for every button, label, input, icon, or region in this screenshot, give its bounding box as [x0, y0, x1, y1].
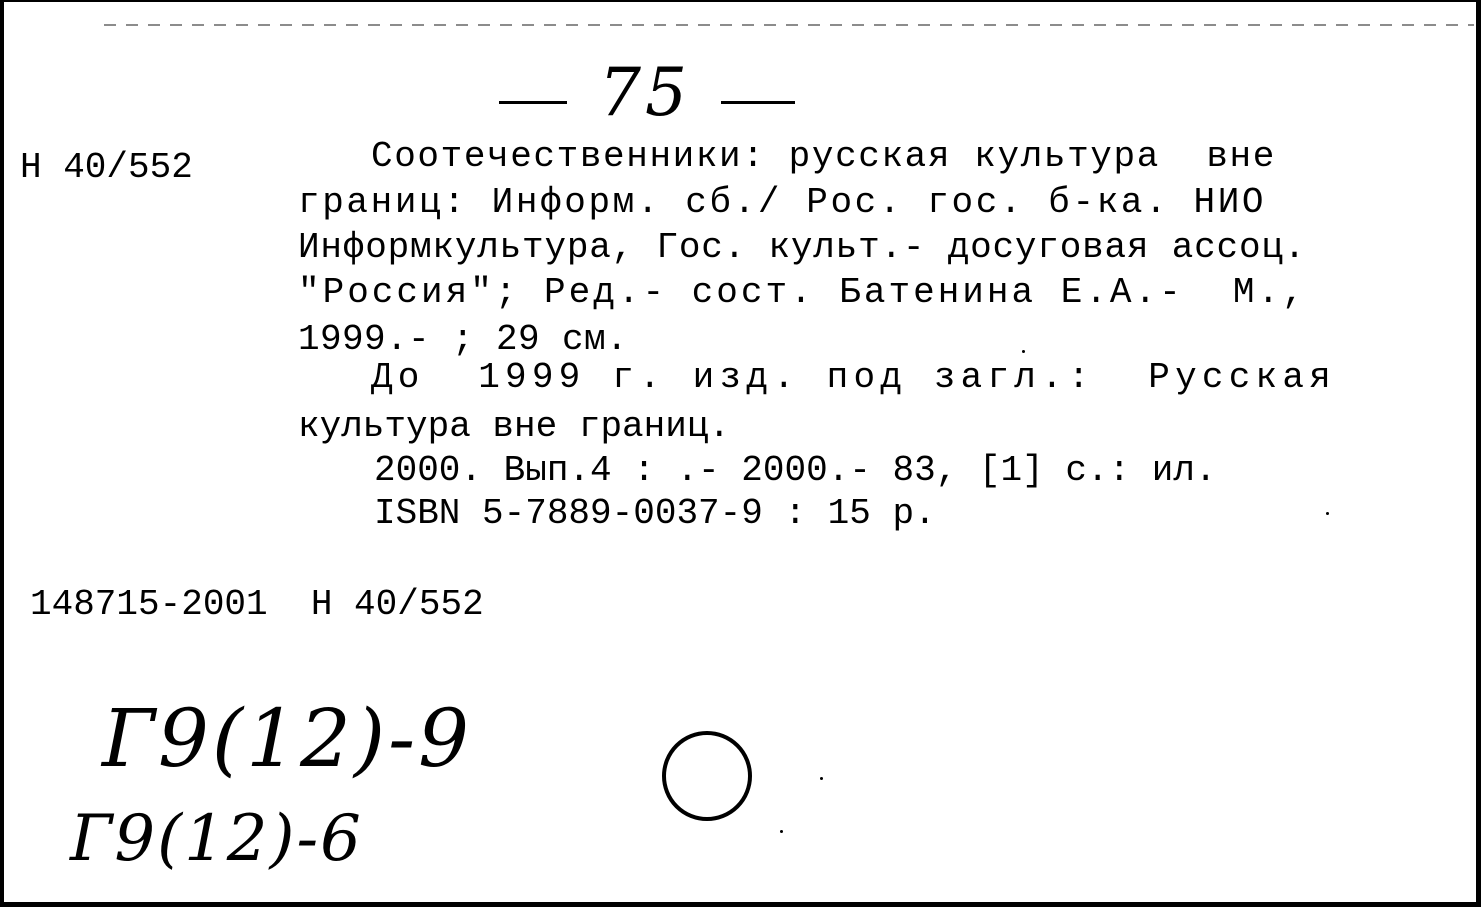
handwritten-code-2: Г9(12)-6	[70, 802, 363, 876]
speck	[780, 830, 783, 833]
entry-line-1: Соотечественники: русская культура вне	[371, 136, 1276, 177]
note-line-1: До 1999 г. изд. под загл.: Русская	[371, 357, 1336, 398]
entry-line-3: Информкультура, Гос. культ.- досуговая ассоц.	[298, 227, 1307, 268]
speck	[1326, 512, 1329, 515]
entry-line-4: "Россия"; Ред.- сост. Батенина Е.А.- М.,	[298, 272, 1307, 313]
note-line-2: культура вне границ.	[298, 406, 731, 447]
page-number-text: 75	[599, 54, 691, 131]
entry-line-2: границ: Информ. сб./ Рос. гос. б-ка. НИО	[298, 182, 1267, 223]
issue-line-2: ISBN 5-7889-0037-9 : 15 р.	[374, 493, 936, 534]
speck	[1022, 350, 1025, 353]
accession-number: 148715-2001 Н 40/552	[30, 584, 484, 625]
page-number-dash-right	[721, 101, 795, 104]
issue-line-1: 2000. Вып.4 : .- 2000.- 83, [1] с.: ил.	[374, 450, 1217, 491]
speck	[820, 777, 823, 780]
entry-line-5: 1999.- ; 29 см.	[298, 319, 629, 360]
page-number-dash-left	[499, 101, 567, 104]
top-dashed-rule	[104, 24, 1474, 26]
handwritten-code-1: Г9(12)-9	[102, 692, 473, 785]
stamp-circle	[662, 731, 752, 821]
shelfmark: Н 40/552	[20, 147, 193, 188]
